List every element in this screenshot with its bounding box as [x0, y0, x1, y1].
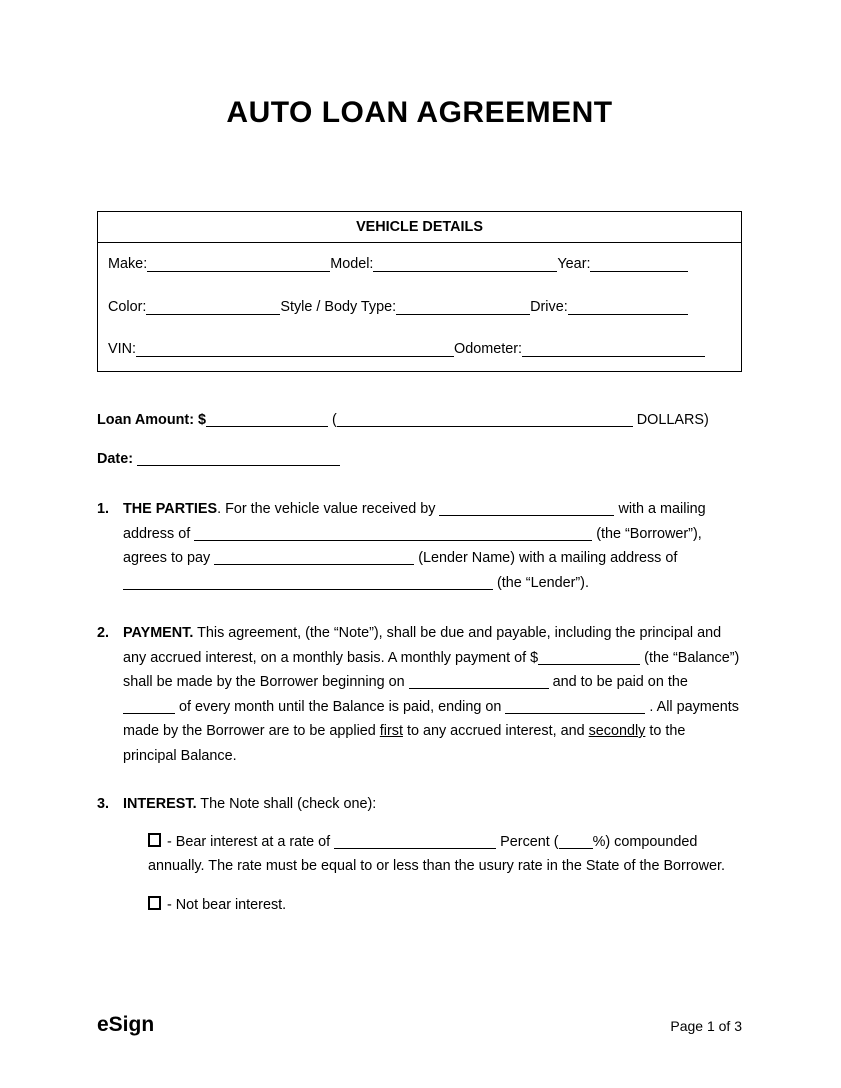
section-number: 2. [97, 625, 110, 641]
blank-field[interactable] [334, 834, 496, 849]
blank-field[interactable] [136, 342, 454, 357]
brand-logo: eSign [97, 1013, 155, 1036]
text-segment: PAYMENT. [123, 625, 194, 641]
blank-field[interactable] [123, 575, 493, 590]
blank-field[interactable] [194, 526, 592, 541]
text-segment: %) compounded annually. The rate must be equal to or less than the usury rate in the State of the Borrower. [148, 833, 726, 874]
blank-field[interactable] [538, 650, 640, 665]
text-segment: Model: [330, 256, 374, 273]
text-segment: - Not bear interest. [163, 896, 287, 913]
vehicle-details-table [97, 211, 742, 372]
table-row-make-model-year [98, 243, 741, 286]
text-segment: Color: [108, 298, 147, 315]
text-segment: (the “Balance”) shall be made by the Borrower beginning on [123, 649, 740, 690]
text-segment: with a mailing address of [123, 501, 706, 542]
blank-field[interactable] [337, 412, 633, 427]
checkbox-icon[interactable] [148, 833, 161, 847]
vehicle-details-table-header: VEHICLE DETAILS [98, 212, 741, 243]
blank-field[interactable] [409, 674, 549, 689]
section-interest [97, 792, 742, 917]
text-segment: Loan Amount: $ [97, 412, 206, 428]
text-segment: and to be paid on the [548, 674, 688, 690]
blank-field[interactable] [146, 300, 280, 315]
text-segment: VIN: [108, 341, 136, 358]
blank-field[interactable] [147, 257, 330, 272]
blank-field[interactable] [505, 699, 645, 714]
text-segment: of every month until the Balance is paid, ending on [175, 698, 506, 715]
blank-field[interactable] [137, 451, 340, 466]
blank-field[interactable] [396, 300, 530, 315]
loan-amount-line [97, 408, 742, 433]
text-segment: . For the vehicle value received by [217, 501, 440, 517]
blank-field[interactable] [590, 257, 688, 272]
text-segment: secondly [588, 723, 646, 739]
text-segment: (the “Lender”). [493, 574, 589, 591]
section-number: 1. [97, 501, 110, 517]
page-number: Page 1 of 3 [670, 1018, 742, 1034]
blank-field[interactable] [522, 342, 705, 357]
table-row-vin-odometer [98, 328, 741, 371]
blank-field[interactable] [568, 300, 688, 315]
text-segment: Percent ( [496, 833, 559, 850]
section-the-parties [97, 497, 742, 595]
text-segment: DOLLARS) [632, 412, 709, 428]
text-segment: Date: [97, 450, 137, 467]
text-segment: Odometer: [454, 341, 522, 358]
text-segment: INTEREST. [123, 796, 197, 812]
text-segment: Drive: [530, 298, 568, 315]
text-segment: - Bear interest at a rate of [163, 833, 335, 850]
text-segment: Year: [557, 256, 591, 273]
text-segment: ( [327, 412, 337, 428]
blank-field[interactable] [123, 699, 175, 714]
document-content [97, 0, 742, 917]
blank-field[interactable] [373, 257, 557, 272]
text-segment: THE PARTIES [123, 501, 218, 517]
page-footer [97, 1012, 742, 1039]
table-row-color-style-drive [98, 286, 741, 328]
text-segment: (Lender Name) with a mailing address of [414, 550, 678, 566]
text-segment: to any accrued interest, and [402, 723, 589, 739]
date-line [97, 447, 742, 472]
text-segment: . All payments made by the Borrower are to be applied [123, 698, 739, 739]
section-payment [97, 621, 742, 768]
section-interest-text [123, 792, 742, 817]
blank-field[interactable] [439, 501, 614, 516]
interest-option-not-bear [148, 893, 742, 918]
text-segment: first [379, 723, 403, 739]
text-segment: This agreement, (the “Note”), shall be due and payable, including the principal and any accrued interest, on a monthly basis. A monthly payment of $ [123, 625, 722, 666]
text-segment: Style / Body Type: [280, 298, 397, 315]
text-segment: The Note shall (check one): [196, 796, 377, 812]
section-the-parties-text [123, 497, 742, 595]
text-segment: to the principal Balance. [123, 723, 686, 764]
document-title: AUTO LOAN AGREEMENT [226, 96, 613, 129]
interest-option-bear [148, 830, 742, 879]
checkbox-icon[interactable] [148, 896, 161, 910]
section-number: 3. [97, 796, 110, 812]
text-segment: (the “Borrower”), agrees to pay [123, 525, 702, 566]
text-segment: Make: [108, 256, 148, 273]
blank-field[interactable] [206, 412, 328, 427]
blank-field[interactable] [559, 834, 593, 849]
blank-field[interactable] [214, 550, 414, 565]
section-payment-text [123, 621, 742, 768]
